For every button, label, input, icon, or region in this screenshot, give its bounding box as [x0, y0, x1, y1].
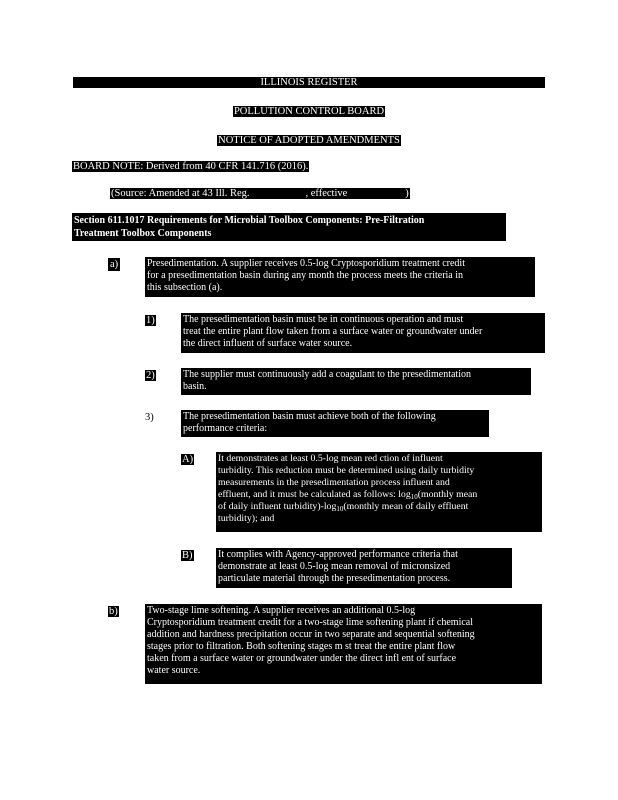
source-suffix: )	[405, 188, 409, 199]
section-title-line-2: Treatment Toolbox Components	[74, 228, 212, 239]
item-b-line: Cryptosporidium treatment credit for a two-stage lime softening plant if chemical	[147, 617, 474, 628]
notice-title	[0, 134, 618, 147]
item-a1-line: the direct influent of surface water source.	[183, 338, 353, 349]
item-a3-text	[181, 410, 489, 437]
item-a2-text	[181, 368, 531, 395]
item-a3A-text	[216, 452, 542, 532]
item-a2-line: basin.	[183, 381, 207, 392]
board-note-text: BOARD NOTE: Derived from 40 CFR 141.716 (2016).	[73, 161, 309, 172]
item-a3-label: 3)	[145, 412, 154, 423]
item-b-line: addition and hardness precipitation occur in two separate and sequential softening	[147, 629, 475, 640]
item-a1-line: treat the entire plant flow taken from a surface water or groundwater under	[183, 326, 483, 337]
item-a3A-line: of daily influent $turbidity)-\log_{10}(monthly$ mean of daily effluent	[218, 501, 469, 513]
item-b-text	[145, 604, 542, 684]
item-b-line: Two-stage lime softening. A supplier receives an additional 0.5-log	[147, 605, 416, 616]
source-line-text	[110, 188, 410, 199]
item-a3B-line: demonstrate at least 0.5-log mean removal of micronsized	[218, 561, 451, 572]
item-a3-line: performance criteria:	[183, 423, 268, 434]
source-line	[110, 187, 410, 200]
board-title-text: POLLUTION CONTROL BOARD	[233, 106, 385, 117]
item-a1-text	[181, 313, 545, 353]
section-title	[72, 213, 506, 241]
notice-title-text: NOTICE OF ADOPTED AMENDMENTS	[218, 135, 400, 146]
item-b-line: taken from a surface water or groundwater under the direct infl ent of surface	[147, 653, 457, 664]
item-b-label: b)	[109, 606, 118, 617]
item-a3B-label: B)	[182, 550, 193, 561]
item-b-line: water source.	[147, 665, 201, 676]
item-a3A-line: It demonstrates at least 0.5-log mean red ction of influent	[218, 453, 443, 464]
item-a-line: this subsection (a).	[147, 282, 223, 293]
item-a-line: Presedimentation. A supplier receives 0.5-log Cryptosporidium treatment credit	[147, 258, 465, 269]
item-a2-line: The supplier must continuously add a coagulant to the presedimentation	[183, 369, 471, 380]
source-middle: , effective	[305, 188, 348, 199]
board-title	[0, 105, 618, 118]
item-a3A-line: measurements in the presedimentation process influent and	[218, 477, 450, 488]
item-a2-label: 2)	[146, 370, 155, 381]
item-a1-line: The presedimentation basin must be in continuous operation and must	[183, 314, 464, 325]
item-a1-label: 1)	[146, 315, 155, 326]
board-note	[72, 160, 309, 173]
item-a3A-line: turbidity. This reduction must be determined using daily turbidity	[218, 465, 475, 476]
item-a-line: for a presedimentation basin during any month the process meets the criteria in	[147, 270, 464, 281]
item-a-label: a)	[110, 259, 119, 270]
item-a3B-line: It complies with Agency-approved performance criteria that	[218, 549, 458, 560]
item-a3B-text	[216, 548, 512, 588]
item-a-text	[145, 257, 535, 297]
section-title-line-1: Section 611.1017 Requirements for Microbial Toolbox Components: Pre-Filtration	[74, 215, 425, 226]
item-a3B-line: particulate material through the presedimentation process.	[218, 573, 451, 584]
item-a3A-line: turbidity); and	[218, 513, 275, 524]
register-title: ILLINOIS REGISTER	[260, 77, 358, 88]
item-a3A-line: effluent, and it must be calculated as follows: $\log_{10}(monthly$ mean	[218, 489, 478, 501]
item-b-line: stages prior to filtration. Both softening stages m st treat the entire plant flow	[147, 641, 456, 652]
item-a3A-label: A)	[182, 454, 194, 465]
source-prefix: (Source: Amended at 43 Ill. Reg.	[111, 188, 250, 199]
item-a3-line: The presedimentation basin must achieve both of the following	[183, 411, 436, 422]
